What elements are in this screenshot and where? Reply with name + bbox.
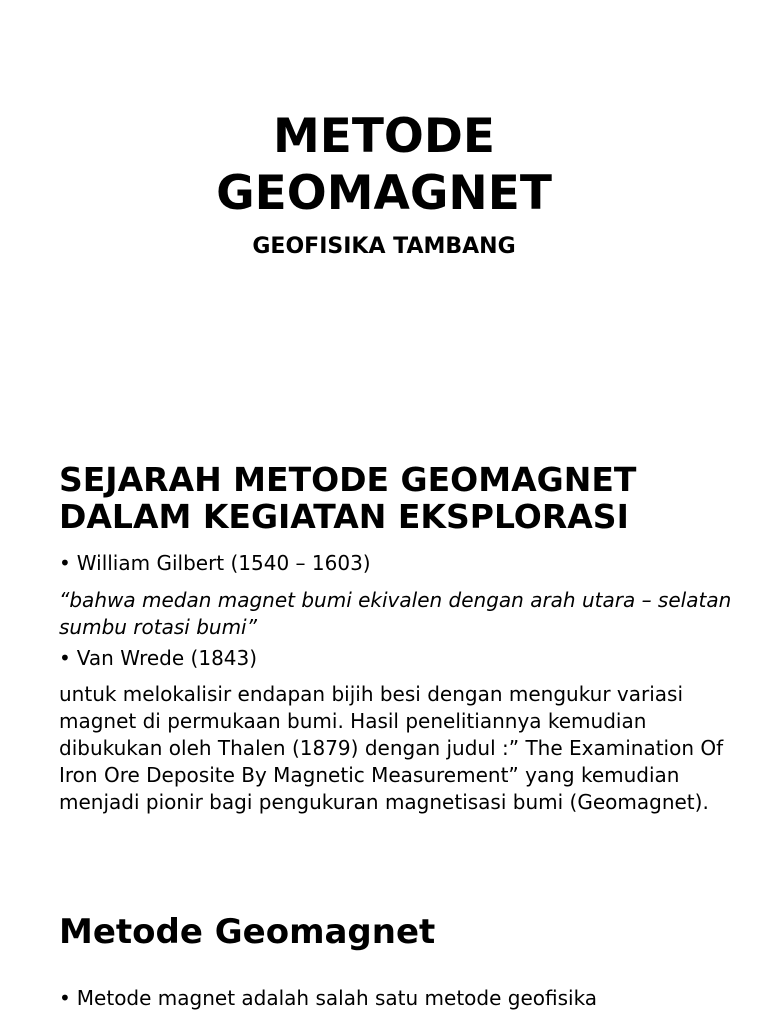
title-slide bbox=[0, 0, 768, 420]
bullet-metode-magnet: • Metode magnet adalah salah satu metode geofisika bbox=[59, 985, 749, 1012]
gilbert-quote: “bahwa medan magnet bumi ekivalen dengan arah utara – selatan sumbu rotasi bumi” bbox=[59, 588, 732, 639]
method-title: Metode Geomagnet bbox=[59, 912, 436, 952]
bullet-van-wrede: • Van Wrede (1843) bbox=[59, 645, 749, 672]
van-wrede-paragraph: untuk melokalisir endapan bijih besi dengan mengukur variasi magnet di permukaan bumi. Hasil penelitiannya kemudian dibukukan oleh Thalen (1879) dengan judul :” The Examination Of Iron Ore Deposite By Magnetic Measurement” yang kemudian menjadi pionir bagi pengukuran magnetisasi bumi (Geomagnet). bbox=[59, 682, 724, 814]
bullet-william-gilbert: • William Gilbert (1540 – 1603) bbox=[59, 550, 749, 577]
main-title-line-1: METODE bbox=[272, 109, 495, 164]
main-title bbox=[0, 108, 768, 222]
history-title bbox=[59, 461, 749, 535]
method-slide bbox=[0, 895, 768, 1024]
main-title-line-2: GEOMAGNET bbox=[216, 166, 552, 221]
history-title-line-1: SEJARAH METODE GEOMAGNET bbox=[59, 460, 637, 499]
subtitle: GEOFISIKA TAMBANG bbox=[252, 234, 516, 259]
history-title-line-2: DALAM KEGIATAN EKSPLORASI bbox=[59, 497, 629, 536]
history-slide bbox=[0, 455, 768, 875]
